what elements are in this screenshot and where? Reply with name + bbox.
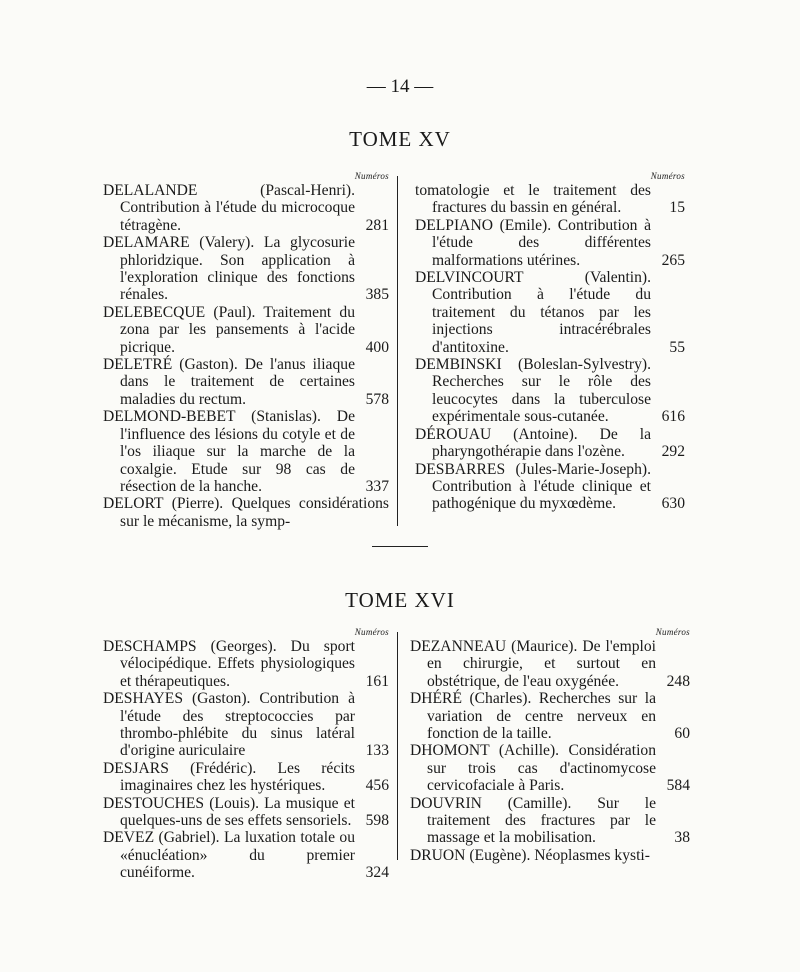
entry-number: 248	[666, 672, 690, 690]
index-entry	[103, 690, 389, 760]
entry-text: DEMBINSKI (Boleslan-Sylvestry). Recherches sur le rôle des leucocytes dans la tuberculose expérimentale sous-cutanée.	[415, 356, 651, 426]
entry-text: DHOMONT (Achille). Considération sur trois cas d'actinomycose cervicofaciale à Paris.	[410, 742, 656, 795]
column-divider	[397, 632, 398, 860]
entry-text: DELALANDE (Pascal-Henri). Contribution à l'étude du microcoque tétragène.	[103, 182, 355, 234]
entry-text: DELVINCOURT (Valentin). Contribution à l'étude du traitement du tétanos par les injections intracérébrales d'antitoxine.	[415, 269, 651, 356]
entry-number: 324	[365, 864, 389, 882]
entry-number: 337	[365, 477, 389, 495]
section-title-tome-xvi: TOME XVI	[345, 588, 455, 612]
entry-number: 133	[365, 742, 389, 760]
index-entry	[103, 795, 389, 830]
index-entry	[103, 760, 389, 795]
entry-number: 15	[669, 199, 685, 217]
entry-text: DRUON (Eugène). Néoplasmes kysti-	[410, 846, 650, 864]
entry-text: DELPIANO (Emile). Contribution à l'étude des différentes malformations utérines.	[415, 216, 651, 269]
entry-number: 578	[365, 390, 389, 408]
page-number: — 14 —	[366, 76, 434, 97]
index-entry	[103, 408, 389, 495]
entry-text: DESJARS (Frédéric). Les récits imaginaires chez les hystériques.	[103, 759, 355, 795]
tome-xv-left-column	[103, 170, 389, 530]
entry-number: 584	[666, 777, 690, 795]
entry-number: 456	[365, 777, 389, 795]
entry-text: DHÉRÉ (Charles). Recherches sur la variation de centre nerveux en fonction de la taille.	[410, 690, 656, 743]
index-entry	[415, 356, 685, 426]
entry-number: 60	[674, 725, 690, 743]
entry-number: 616	[661, 408, 685, 426]
index-entry	[103, 304, 389, 356]
entry-number: 265	[661, 251, 685, 269]
index-entry	[410, 742, 690, 794]
column-divider	[397, 176, 398, 526]
numeros-label: Numéros	[354, 171, 389, 181]
index-entry	[415, 426, 685, 461]
entry-text: DÉROUAU (Antoine). De la pharyngothérapie dans l'ozène.	[415, 425, 651, 461]
index-entry	[103, 182, 389, 234]
entry-text: DEVEZ (Gabriel). La luxation totale ou «énucléation» du premier cunéiforme.	[103, 829, 355, 882]
index-entry	[410, 638, 690, 690]
index-entry	[103, 495, 389, 530]
entry-number: 38	[674, 829, 690, 847]
numeros-label: Numéros	[650, 171, 685, 181]
entry-text: DOUVRIN (Camille). Sur le traitement des fractures par le massage et la mobilisation.	[410, 794, 656, 847]
index-entry	[415, 461, 685, 513]
entry-number: 281	[365, 216, 389, 234]
index-entry	[103, 638, 389, 690]
entry-number: 292	[661, 443, 685, 461]
entry-number: 161	[365, 672, 389, 690]
entry-text: DESCHAMPS (Georges). Du sport vélocipédique. Effets physiologiques et thérapeutiques.	[103, 638, 355, 690]
index-entry	[103, 356, 389, 408]
tome-xvi-left-column	[103, 626, 389, 882]
entry-text: DELEBECQUE (Paul). Traitement du zona par les pansements à l'acide picrique.	[103, 303, 355, 356]
section-separator	[372, 546, 428, 547]
entry-number: 400	[365, 338, 389, 356]
entry-text: DESTOUCHES (Louis). La musique et quelques-uns de ses effets sensoriels.	[103, 794, 355, 830]
index-entry	[103, 234, 389, 304]
entry-text: DELETRÉ (Gaston). De l'anus iliaque dans le traitement de certaines maladies du rectum.	[103, 356, 355, 408]
entry-text: DESHAYES (Gaston). Contribution à l'étude des streptococcies par thrombo-phlébite du sinus latéral d'origine auriculaire	[103, 690, 355, 760]
tome-xvi-right-column	[410, 626, 690, 864]
index-entry	[410, 690, 690, 742]
index-entry	[410, 847, 690, 864]
entry-text: DELMOND-BEBET (Stanislas). De l'influence des lésions du cotyle et de l'os iliaque sur la marche de la coxalgie. Etude sur 98 cas de résection de la hanche.	[103, 408, 355, 495]
section-title-tome-xv: TOME XV	[349, 127, 451, 151]
index-entry	[103, 829, 389, 881]
entry-number: 630	[661, 495, 685, 513]
index-entry	[415, 269, 685, 356]
index-entry	[410, 795, 690, 847]
entry-text: DELORT (Pierre). Quelques considérations sur le mécanisme, la symp-	[103, 495, 389, 530]
entry-number: 385	[365, 286, 389, 304]
entry-text: tomatologie et le traitement des fractures du bassin en général.	[415, 182, 651, 217]
index-entry	[415, 182, 685, 217]
entry-text: DEZANNEAU (Maurice). De l'emploi en chirurgie, et surtout en obstétrique, de l'eau oxygénée.	[410, 638, 656, 690]
entry-number: 55	[669, 338, 685, 356]
tome-xv-right-column	[415, 170, 685, 513]
entry-number: 598	[365, 812, 389, 830]
entry-text: DESBARRES (Jules-Marie-Joseph). Contribution à l'étude clinique et pathogénique du myxœdème.	[415, 460, 651, 513]
numeros-label: Numéros	[354, 627, 389, 637]
entry-text: DELAMARE (Valery). La glycosurie phloridzique. Son application à l'exploration clinique des fonctions rénales.	[103, 234, 355, 304]
numeros-label: Numéros	[655, 627, 690, 637]
index-entry	[415, 217, 685, 269]
